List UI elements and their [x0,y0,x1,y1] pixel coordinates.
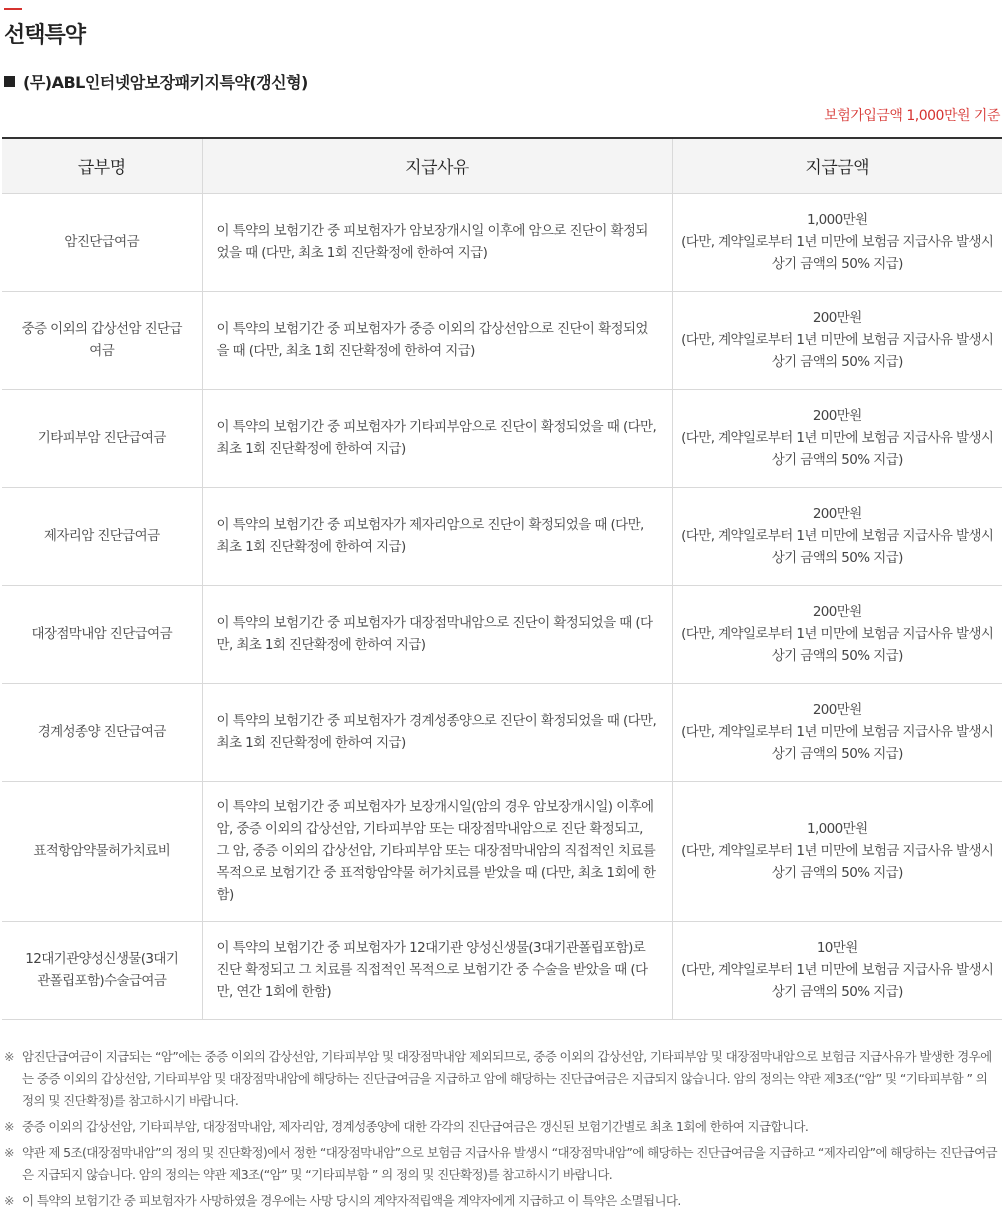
benefit-table [2,137,1002,1020]
amount-condition: (다만, 계약일로부터 1년 미만에 보험금 지급사유 발생시 상기 금액의 50% 지급) [681,962,994,1000]
table-row [2,193,1002,291]
footnote-text: 약관 제 5조(대장점막내암”의 정의 및 진단확정)에서 정한 “대장점막내암”으로 보험금 지급사유 발생시 “대장점막내암”에 해당하는 진단급여금을 지급하고 “제자리암”에 해당하는 진단급여금은 지급되지 않습니다. 암의 정의는 약관 제3조(“암” 및 “기타피부함 ” 의 정의 및 진단확정)를 참고하시기 바랍니다. [22,1145,998,1182]
amount-value: 1,000만원 [806,821,868,837]
reference-mark-icon: ※ [4,1049,14,1064]
rider-name: (무)ABL인터넷암보장패키지특약(갱신형) [23,73,308,92]
footnote-text: 이 특약의 보험기간 중 피보험자가 사망하였을 경우에는 사망 당시의 계약자적립액을 계약자에게 지급하고 이 특약은 소멸됩니다. [22,1193,681,1208]
amount-condition: (다만, 계약일로부터 1년 미만에 보험금 지급사유 발생시 상기 금액의 50% 지급) [681,724,994,762]
black-square-icon [4,76,15,87]
amount-value: 200만원 [812,604,862,620]
header-benefit-name: 급부명 [2,138,202,193]
amount-value: 200만원 [812,506,862,522]
reference-mark-icon: ※ [4,1119,14,1134]
payment-reason-cell: 이 특약의 보험기간 중 피보험자가 제자리암으로 진단이 확정되었을 때 (다만, 최초 1회 진단확정에 한하여 지급) [202,487,672,585]
reference-mark-icon: ※ [4,1145,14,1160]
table-row [2,389,1002,487]
footnote-text: 중증 이외의 갑상선암, 기타피부암, 대장점막내암, 제자리암, 경계성종양에 대한 각각의 진단급여금은 갱신된 보험기간별로 최초 1회에 한하여 지급합니다. [22,1119,809,1134]
reference-mark-icon: ※ [4,1193,14,1208]
amount-value: 10만원 [816,940,858,956]
payment-reason-cell: 이 특약의 보험기간 중 피보험자가 보장개시일(암의 경우 암보장개시일) 이후에 암, 중증 이외의 갑상선암, 기타피부암 또는 대장점막내암으로 진단 확정되고, 그 암, 중증 이외의 갑상선암, 기타피부암 또는 대장점막내암의 직접적인 치료를 목적으로 보험기간 중 표적항암약물 허가치료를 받았을 때 (다만, 최초 1회에 한함) [202,781,672,921]
table-row [2,291,1002,389]
payment-amount-cell [672,291,1002,389]
payment-amount-cell [672,683,1002,781]
benefit-name-cell: 경계성종양 진단급여금 [2,683,202,781]
benefit-name-cell: 중증 이외의 갑상선암 진단급여금 [2,291,202,389]
amount-value: 200만원 [812,702,862,718]
payment-amount-cell [672,193,1002,291]
payment-amount-cell [672,781,1002,921]
table-row [2,487,1002,585]
payment-reason-cell: 이 특약의 보험기간 중 피보험자가 기타피부암으로 진단이 확정되었을 때 (다만, 최초 1회 진단확정에 한하여 지급) [202,389,672,487]
table-header-row [2,138,1002,193]
footnote-item [4,1046,998,1112]
table-row [2,683,1002,781]
benefit-name-cell: 표적항암약물허가치료비 [2,781,202,921]
table-row [2,781,1002,921]
payment-amount-cell [672,921,1002,1019]
benefit-name-cell: 암진단급여금 [2,193,202,291]
benefit-name-cell: 12대기관양성신생물(3대기관폴립포함)수술급여금 [2,921,202,1019]
footnote-item [4,1142,998,1186]
amount-condition: (다만, 계약일로부터 1년 미만에 보험금 지급사유 발생시 상기 금액의 50% 지급) [681,234,994,272]
footnote-item [4,1116,998,1138]
amount-condition: (다만, 계약일로부터 1년 미만에 보험금 지급사유 발생시 상기 금액의 50% 지급) [681,528,994,566]
footnotes [4,1046,998,1216]
page-title: 선택특약 [4,23,86,48]
payment-reason-cell: 이 특약의 보험기간 중 피보험자가 12대기관 양성신생물(3대기관폴립포함)로 진단 확정되고 그 치료를 직접적인 목적으로 보험기간 중 수술을 받았을 때 (다만, 연간 1회에 한함) [202,921,672,1019]
payment-amount-cell [672,389,1002,487]
amount-value: 1,000만원 [806,212,868,228]
benefit-name-cell: 제자리암 진단급여금 [2,487,202,585]
payment-amount-cell [672,487,1002,585]
header-payment-reason: 지급사유 [202,138,672,193]
benefit-name-cell: 대장점막내암 진단급여금 [2,585,202,683]
payment-reason-cell: 이 특약의 보험기간 중 피보험자가 경계성종양으로 진단이 확정되었을 때 (다만, 최초 1회 진단확정에 한하여 지급) [202,683,672,781]
title-accent-bar [4,8,22,10]
table-row [2,921,1002,1019]
amount-value: 200만원 [812,408,862,424]
amount-condition: (다만, 계약일로부터 1년 미만에 보험금 지급사유 발생시 상기 금액의 50% 지급) [681,626,994,664]
benefit-name-cell: 기타피부암 진단급여금 [2,389,202,487]
table-row [2,585,1002,683]
amount-condition: (다만, 계약일로부터 1년 미만에 보험금 지급사유 발생시 상기 금액의 50% 지급) [681,843,994,881]
payment-reason-cell: 이 특약의 보험기간 중 피보험자가 암보장개시일 이후에 암으로 진단이 확정되었을 때 (다만, 최초 1회 진단확정에 한하여 지급) [202,193,672,291]
amount-value: 200만원 [812,310,862,326]
coverage-basis-note: 보험가입금액 1,000만원 기준 [824,108,1000,124]
rider-title [4,70,308,93]
payment-amount-cell [672,585,1002,683]
footnote-text: 암진단급여금이 지급되는 “암”에는 중증 이외의 갑상선암, 기타피부암 및 대장점막내암 제외되므로, 중증 이외의 갑상선암, 기타피부암 및 대장점막내암으로 보험금 지급사유가 발생한 경우에는 중증 이외의 갑상선암, 기타피부암 및 대장점막내암에 해당하는 진단급여금을 지급하고 암에 해당하는 진단급여금은 지급되지 않습니다. 암의 정의는 약관 제3조(“암” 및 “기타피부함 ” 의 정의 및 진단확정)를 참고하시기 바랍니다. [22,1049,992,1108]
amount-condition: (다만, 계약일로부터 1년 미만에 보험금 지급사유 발생시 상기 금액의 50% 지급) [681,332,994,370]
footnote-item [4,1190,998,1212]
payment-reason-cell: 이 특약의 보험기간 중 피보험자가 대장점막내암으로 진단이 확정되었을 때 (다만, 최초 1회 진단확정에 한하여 지급) [202,585,672,683]
amount-condition: (다만, 계약일로부터 1년 미만에 보험금 지급사유 발생시 상기 금액의 50% 지급) [681,430,994,468]
payment-reason-cell: 이 특약의 보험기간 중 피보험자가 중증 이외의 갑상선암으로 진단이 확정되었을 때 (다만, 최초 1회 진단확정에 한하여 지급) [202,291,672,389]
header-payment-amount: 지급금액 [672,138,1002,193]
